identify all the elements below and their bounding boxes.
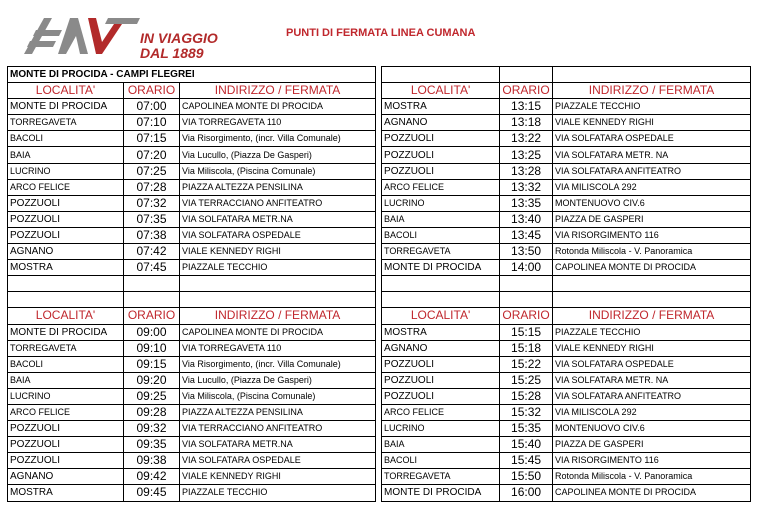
stop-address: MONTENUOVO CIV.6 xyxy=(553,421,751,437)
empty-cell xyxy=(553,292,751,308)
stop-time: 15:45 xyxy=(500,453,553,469)
header-row xyxy=(8,308,751,324)
stop-time: 15:15 xyxy=(500,324,553,340)
stop-locality: LUCRINO xyxy=(382,421,500,437)
stop-locality: POZZUOLI xyxy=(382,388,500,404)
stop-locality: MONTE DI PROCIDA xyxy=(382,485,500,501)
stop-address: VIA SOLFATARA OSPEDALE xyxy=(180,453,376,469)
table-row xyxy=(8,388,751,404)
stop-time: 13:35 xyxy=(500,195,553,211)
stop-time: 07:45 xyxy=(124,260,180,276)
stop-time: 15:32 xyxy=(500,404,553,420)
document-title: PUNTI DI FERMATA LINEA CUMANA xyxy=(286,27,476,39)
stop-address: VIA TERRACCIANO ANFITEATRO xyxy=(180,421,376,437)
stop-locality: POZZUOLI xyxy=(382,356,500,372)
table-row xyxy=(8,211,751,227)
stop-locality: BACOLI xyxy=(382,227,500,243)
empty-cell xyxy=(180,292,376,308)
header-orario: ORARIO xyxy=(500,83,553,99)
logo-tagline-1: IN VIAGGIO xyxy=(140,30,218,46)
stop-time: 07:15 xyxy=(124,131,180,147)
header-localita: LOCALITA' xyxy=(382,308,500,324)
stop-address: VIA RISORGIMENTO 116 xyxy=(553,227,751,243)
stop-address: Via Miliscola, (Piscina Comunale) xyxy=(180,388,376,404)
stop-address: PIAZZA ALTEZZA PENSILINA xyxy=(180,179,376,195)
stop-time: 15:18 xyxy=(500,340,553,356)
stop-time: 15:35 xyxy=(500,421,553,437)
table-row xyxy=(8,340,751,356)
stop-address: VIA MILISCOLA 292 xyxy=(553,404,751,420)
stop-locality: MONTE DI PROCIDA xyxy=(382,260,500,276)
stop-locality: LUCRINO xyxy=(8,163,124,179)
header-row xyxy=(8,83,751,99)
stop-address: Via Risorgimento, (incr. Villa Comunale) xyxy=(180,356,376,372)
stop-time: 14:00 xyxy=(500,260,553,276)
empty-cell xyxy=(500,276,553,292)
table-row xyxy=(8,260,751,276)
empty-cell xyxy=(8,292,124,308)
header-indirizzo: INDIRIZZO / FERMATA xyxy=(180,308,376,324)
stop-locality: MOSTRA xyxy=(8,485,124,501)
stop-locality: POZZUOLI xyxy=(8,195,124,211)
stop-locality: BACOLI xyxy=(8,356,124,372)
stop-time: 07:32 xyxy=(124,195,180,211)
stop-locality: POZZUOLI xyxy=(8,437,124,453)
company-logo xyxy=(22,14,222,60)
stop-time: 07:42 xyxy=(124,244,180,260)
stop-time: 09:38 xyxy=(124,453,180,469)
stop-address: VIALE KENNEDY RIGHI xyxy=(553,115,751,131)
stop-address: VIA SOLFATARA METR. NA xyxy=(553,372,751,388)
stop-address: VIA SOLFATARA METR.NA xyxy=(180,211,376,227)
stop-time: 15:28 xyxy=(500,388,553,404)
header-indirizzo: INDIRIZZO / FERMATA xyxy=(180,83,376,99)
table-row xyxy=(8,227,751,243)
empty-row xyxy=(8,276,751,292)
logo-mark-icon xyxy=(22,16,140,56)
stop-address: CAPOLINEA MONTE DI PROCIDA xyxy=(180,324,376,340)
stop-address: Rotonda Miliscola - V. Panoramica xyxy=(553,469,751,485)
stop-time: 07:38 xyxy=(124,227,180,243)
stop-locality: BAIA xyxy=(8,372,124,388)
header-indirizzo: INDIRIZZO / FERMATA xyxy=(553,83,751,99)
stop-address: VIA TORREGAVETA 110 xyxy=(180,115,376,131)
table-row xyxy=(8,469,751,485)
stop-locality: LUCRINO xyxy=(8,388,124,404)
stop-address: VIALE KENNEDY RIGHI xyxy=(180,469,376,485)
stop-locality: BAIA xyxy=(382,211,500,227)
header-orario: ORARIO xyxy=(124,83,180,99)
stop-locality: POZZUOLI xyxy=(8,211,124,227)
stop-address: PIAZZA ALTEZZA PENSILINA xyxy=(180,404,376,420)
stop-locality: BACOLI xyxy=(382,453,500,469)
stop-locality: POZZUOLI xyxy=(382,163,500,179)
stop-locality: ARCO FELICE xyxy=(8,404,124,420)
stop-address: PIAZZALE TECCHIO xyxy=(553,324,751,340)
table-row xyxy=(8,163,751,179)
stop-address: VIA RISORGIMENTO 116 xyxy=(553,453,751,469)
stop-address: MONTENUOVO CIV.6 xyxy=(553,195,751,211)
stop-address: VIA SOLFATARA OSPEDALE xyxy=(180,227,376,243)
table-row xyxy=(8,372,751,388)
stop-time: 07:10 xyxy=(124,115,180,131)
stop-time: 09:28 xyxy=(124,404,180,420)
header-orario: ORARIO xyxy=(124,308,180,324)
stop-address: VIALE KENNEDY RIGHI xyxy=(553,340,751,356)
stop-time: 09:00 xyxy=(124,324,180,340)
stop-locality: BAIA xyxy=(382,437,500,453)
stop-time: 13:45 xyxy=(500,227,553,243)
stop-locality: POZZUOLI xyxy=(8,421,124,437)
empty-cell xyxy=(124,292,180,308)
stop-locality: ARCO FELICE xyxy=(8,179,124,195)
stop-address: VIA SOLFATARA METR. NA xyxy=(553,147,751,163)
stop-address: VIA MILISCOLA 292 xyxy=(553,179,751,195)
header-localita: LOCALITA' xyxy=(8,308,124,324)
stop-address: CAPOLINEA MONTE DI PROCIDA xyxy=(553,485,751,501)
table-row xyxy=(8,179,751,195)
stop-time: 09:10 xyxy=(124,340,180,356)
stop-locality: MONTE DI PROCIDA xyxy=(8,99,124,115)
stop-address: Rotonda Miliscola - V. Panoramica xyxy=(553,244,751,260)
stop-address: PIAZZA DE GASPERI xyxy=(553,437,751,453)
stop-time: 15:50 xyxy=(500,469,553,485)
table-row xyxy=(8,453,751,469)
section-row xyxy=(8,67,751,83)
stop-time: 15:25 xyxy=(500,372,553,388)
stop-address: PIAZZALE TECCHIO xyxy=(180,485,376,501)
table-row xyxy=(8,356,751,372)
stop-locality: BAIA xyxy=(8,147,124,163)
empty-cell xyxy=(382,276,500,292)
stop-time: 07:20 xyxy=(124,147,180,163)
stop-locality: POZZUOLI xyxy=(382,131,500,147)
stop-time: 15:40 xyxy=(500,437,553,453)
empty-cell xyxy=(124,276,180,292)
stop-time: 13:22 xyxy=(500,131,553,147)
empty-cell xyxy=(382,67,500,83)
stop-address: CAPOLINEA MONTE DI PROCIDA xyxy=(553,260,751,276)
stop-address: VIA SOLFATARA ANFITEATRO xyxy=(553,388,751,404)
timetable xyxy=(7,66,751,502)
stop-time: 13:18 xyxy=(500,115,553,131)
stop-locality: AGNANO xyxy=(382,340,500,356)
table-row xyxy=(8,195,751,211)
empty-cell xyxy=(500,67,553,83)
stop-time: 07:25 xyxy=(124,163,180,179)
stop-locality: POZZUOLI xyxy=(8,453,124,469)
stop-locality: POZZUOLI xyxy=(382,147,500,163)
stop-address: VIA SOLFATARA OSPEDALE xyxy=(553,356,751,372)
stop-time: 13:50 xyxy=(500,244,553,260)
table-row xyxy=(8,115,751,131)
header-localita: LOCALITA' xyxy=(8,83,124,99)
stop-time: 09:35 xyxy=(124,437,180,453)
stop-locality: TORREGAVETA xyxy=(382,469,500,485)
stop-address: PIAZZALE TECCHIO xyxy=(553,99,751,115)
stop-address: Via Lucullo, (Piazza De Gasperi) xyxy=(180,147,376,163)
stop-time: 07:35 xyxy=(124,211,180,227)
stop-locality: MOSTRA xyxy=(8,260,124,276)
stop-locality: LUCRINO xyxy=(382,195,500,211)
stop-time: 09:32 xyxy=(124,421,180,437)
stop-address: PIAZZALE TECCHIO xyxy=(180,260,376,276)
stop-address: Via Risorgimento, (incr. Villa Comunale) xyxy=(180,131,376,147)
stop-locality: AGNANO xyxy=(8,244,124,260)
empty-cell xyxy=(180,276,376,292)
stop-time: 09:25 xyxy=(124,388,180,404)
stop-time: 13:15 xyxy=(500,99,553,115)
table-row xyxy=(8,244,751,260)
stop-address: VIALE KENNEDY RIGHI xyxy=(180,244,376,260)
stop-time: 13:40 xyxy=(500,211,553,227)
logo-tagline-2: DAL 1889 xyxy=(140,45,204,61)
stop-locality: MOSTRA xyxy=(382,324,500,340)
stop-locality: POZZUOLI xyxy=(8,227,124,243)
stop-time: 13:32 xyxy=(500,179,553,195)
stop-time: 09:20 xyxy=(124,372,180,388)
stop-time: 13:28 xyxy=(500,163,553,179)
stop-locality: POZZUOLI xyxy=(382,372,500,388)
empty-cell xyxy=(553,67,751,83)
empty-cell xyxy=(382,292,500,308)
stop-address: PIAZZA DE GASPERI xyxy=(553,211,751,227)
stop-time: 16:00 xyxy=(500,485,553,501)
empty-cell xyxy=(8,276,124,292)
table-row xyxy=(8,437,751,453)
stop-locality: TORREGAVETA xyxy=(8,340,124,356)
stop-time: 09:45 xyxy=(124,485,180,501)
stop-address: VIA SOLFATARA ANFITEATRO xyxy=(553,163,751,179)
table-row xyxy=(8,404,751,420)
stop-time: 07:28 xyxy=(124,179,180,195)
header-orario: ORARIO xyxy=(500,308,553,324)
stop-address: CAPOLINEA MONTE DI PROCIDA xyxy=(180,99,376,115)
table-row xyxy=(8,131,751,147)
stop-address: VIA SOLFATARA METR.NA xyxy=(180,437,376,453)
stop-time: 15:22 xyxy=(500,356,553,372)
stop-address: Via Lucullo, (Piazza De Gasperi) xyxy=(180,372,376,388)
section-title: MONTE DI PROCIDA - CAMPI FLEGREI xyxy=(8,67,376,83)
stop-locality: ARCO FELICE xyxy=(382,404,500,420)
stop-locality: AGNANO xyxy=(382,115,500,131)
stop-time: 09:15 xyxy=(124,356,180,372)
empty-cell xyxy=(500,292,553,308)
table-row xyxy=(8,147,751,163)
stop-locality: AGNANO xyxy=(8,469,124,485)
stop-time: 09:42 xyxy=(124,469,180,485)
header-localita: LOCALITA' xyxy=(382,83,500,99)
stop-time: 13:25 xyxy=(500,147,553,163)
table-row xyxy=(8,324,751,340)
stop-locality: TORREGAVETA xyxy=(8,115,124,131)
stop-locality: BACOLI xyxy=(8,131,124,147)
table-row xyxy=(8,421,751,437)
stop-address: VIA TORREGAVETA 110 xyxy=(180,340,376,356)
stop-locality: ARCO FELICE xyxy=(382,179,500,195)
stop-locality: MOSTRA xyxy=(382,99,500,115)
stop-address: Via Miliscola, (Piscina Comunale) xyxy=(180,163,376,179)
table-row xyxy=(8,485,751,501)
header-indirizzo: INDIRIZZO / FERMATA xyxy=(553,308,751,324)
stop-address: VIA SOLFATARA OSPEDALE xyxy=(553,131,751,147)
stop-time: 07:00 xyxy=(124,99,180,115)
empty-row xyxy=(8,292,751,308)
table-row xyxy=(8,99,751,115)
stop-locality: TORREGAVETA xyxy=(382,244,500,260)
stop-address: VIA TERRACCIANO ANFITEATRO xyxy=(180,195,376,211)
empty-cell xyxy=(553,276,751,292)
stop-locality: MONTE DI PROCIDA xyxy=(8,324,124,340)
